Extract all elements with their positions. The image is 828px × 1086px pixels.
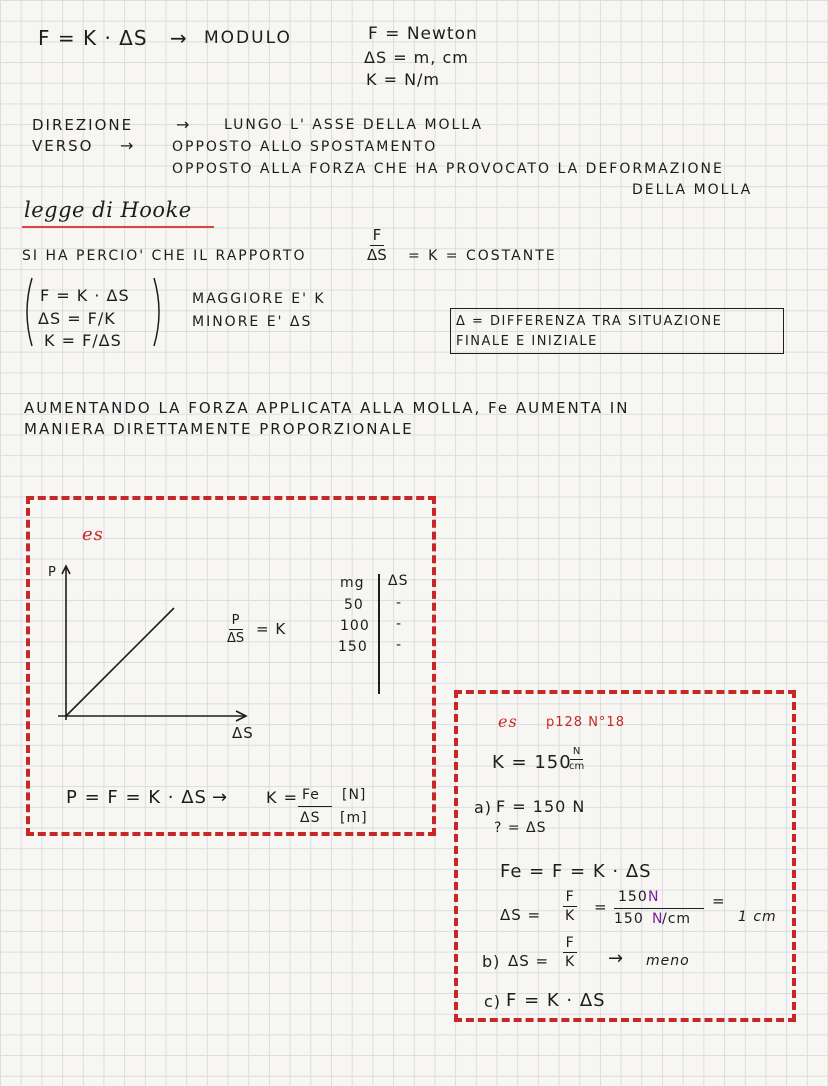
part-b-numerator: F	[563, 936, 577, 953]
part-b-note: meno	[646, 953, 690, 969]
k-denominator-unit: [m]	[340, 810, 368, 826]
frac-denominator: ΔS	[227, 631, 245, 646]
law-title: legge di Hooke	[24, 198, 192, 222]
increase-line-1: AUMENTANDO LA FORZA APPLICATA ALLA MOLLA, Fe AUMENTA IN	[24, 399, 630, 417]
arrow-icon: →	[608, 948, 625, 969]
verse-line-2: OPPOSTO ALLA FORZA CHE HA PROVOCATO LA DEFORMAZIONE	[172, 161, 724, 177]
cancelled-unit-numerator: N	[648, 889, 660, 905]
part-a-label: a)	[474, 798, 493, 817]
cancelled-unit-denominator: N	[652, 911, 664, 927]
ratio-numerator: F	[370, 228, 385, 246]
k-unit-denominator: cm	[569, 761, 585, 772]
right-paren	[152, 276, 164, 348]
delta-def-1: Δ = DIFFERENZA TRA SITUAZIONE	[456, 314, 723, 329]
ratio-denominator: ΔS	[367, 246, 387, 264]
unit-force: F = Newton	[368, 24, 478, 44]
k-unit-fraction	[566, 747, 587, 772]
table-divider	[378, 574, 380, 694]
ds-denominator-unit: /cm	[662, 911, 692, 927]
direction-text: LUNGO L' ASSE DELLA MOLLA	[224, 117, 484, 133]
example-2-reference: p128 N°18	[546, 715, 625, 730]
ds-denominator: K	[565, 908, 575, 924]
ds-fraction	[562, 890, 577, 923]
frac-numerator: P	[229, 614, 243, 630]
unit-displacement: ΔS = m, cm	[364, 48, 469, 67]
k-unit-numerator: N	[570, 747, 583, 760]
title-underline	[22, 226, 214, 228]
increase-line-2: MANIERA DIRETTAMENTE PROPORZIONALE	[24, 420, 414, 438]
example-2-box	[454, 690, 796, 1022]
ds-result: 1 cm	[738, 909, 777, 925]
ds-denominator-2: 150	[614, 911, 644, 927]
part-b-denominator: K	[565, 954, 575, 970]
part-b-label: b)	[482, 952, 501, 971]
arrow-icon: →	[170, 26, 188, 50]
k-numerator: Fe	[302, 787, 320, 803]
verse-line-3: DELLA MOLLA	[632, 182, 753, 198]
arrow-icon: →	[212, 787, 229, 808]
compare-1: MAGGIORE E' K	[192, 291, 326, 307]
formula-label: MODULO	[204, 28, 292, 48]
ratio-suffix: = K = COSTANTE	[408, 248, 557, 264]
ds-prefix: ΔS =	[500, 906, 542, 924]
example-2-tag: es	[498, 712, 518, 731]
part-c-value: F = K · ΔS	[506, 990, 606, 1011]
ratio-fraction	[364, 228, 390, 263]
compare-2: MINORE E' ΔS	[192, 314, 313, 330]
part-c-label: c)	[484, 992, 502, 1011]
direction-label: DIREZIONE	[32, 116, 134, 134]
formula-2: ΔS = F/K	[38, 309, 116, 328]
part-b-fraction	[562, 936, 577, 969]
ds-numerator: F	[563, 890, 577, 907]
table-row-2-mg: 100	[340, 618, 370, 634]
proportional-line	[66, 608, 174, 716]
table-row-1-ds: -	[396, 595, 403, 611]
k-denominator: ΔS	[300, 810, 321, 826]
delta-def-2: FINALE E INIZIALE	[456, 334, 598, 349]
fe-formula: Fe = F = K · ΔS	[500, 861, 652, 882]
formula-3: K = F/ΔS	[44, 331, 122, 350]
ratio-prefix: SI HA PERCIO' CHE IL RAPPORTO	[22, 248, 307, 264]
table-row-1-mg: 50	[344, 597, 364, 613]
k-value: K = 150	[492, 752, 572, 773]
arrow-icon: →	[176, 115, 191, 134]
formula-1: F = K · ΔS	[40, 286, 130, 305]
ds-fraction-bar-2	[614, 908, 704, 909]
part-b-prefix: ΔS =	[508, 952, 550, 970]
frac-equals-k: = K	[256, 620, 287, 638]
ds-numerator-2: 150	[618, 889, 648, 905]
ds-equals-2: =	[712, 892, 726, 910]
table-row-3-mg: 150	[338, 639, 368, 655]
unit-constant: K = N/m	[366, 70, 441, 89]
main-formula: F = K · ΔS	[38, 26, 148, 50]
arrow-icon: →	[120, 136, 135, 155]
graph-x-label: ΔS	[232, 724, 254, 742]
p-over-ds-fraction	[224, 614, 247, 645]
verse-label: VERSO	[32, 137, 94, 155]
k-numerator-unit: [N]	[342, 787, 367, 803]
k-label: K =	[266, 788, 298, 807]
table-header-ds: ΔS	[388, 573, 409, 589]
example-1-tag: es	[82, 524, 104, 545]
table-row-3-ds: -	[396, 637, 403, 653]
left-paren	[22, 276, 34, 348]
graph-y-label: P	[48, 565, 57, 580]
table-header-mg: mg	[340, 575, 365, 591]
part-a-question: ? = ΔS	[494, 820, 547, 836]
verse-line-1: OPPOSTO ALLO SPOSTAMENTO	[172, 139, 438, 155]
ds-equals: =	[594, 898, 608, 916]
k-fraction-bar	[298, 806, 332, 807]
part-a-value: F = 150 N	[496, 797, 586, 816]
chain-formula: P = F = K · ΔS	[66, 787, 207, 808]
table-row-2-ds: -	[396, 616, 403, 632]
